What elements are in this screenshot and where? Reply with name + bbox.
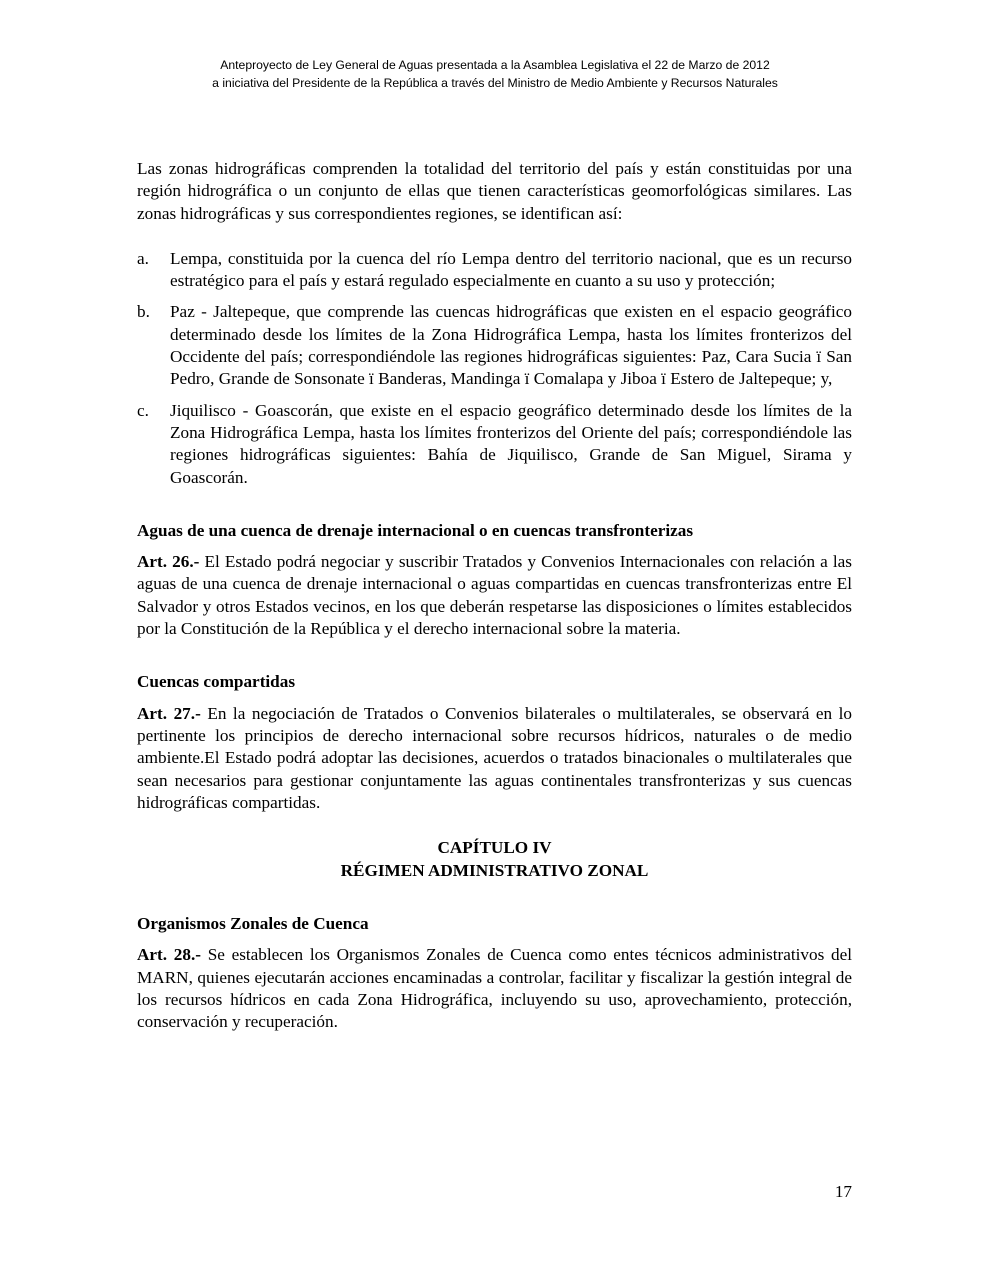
chapter-heading (137, 837, 852, 882)
running-header (0, 56, 990, 92)
list-item (137, 400, 852, 489)
section-heading-cuencas-compartidas: Cuencas compartidas (137, 672, 296, 692)
article-text: Se establecen los Organismos Zonales de Cuenca como entes técnicos administrativos del MARN, quienes ejecutarán acciones encaminadas a controlar, facilitar y fiscalizar la gestión integral de los recursos hídricos en cada Zona Hidrográfica, incluyendo su uso, aprovechamiento, protección, conservación y recuperación. (137, 945, 852, 1032)
chapter-number: CAPÍTULO IV (437, 838, 552, 858)
list-item (137, 248, 852, 293)
list-item-text: Jiquilisco - Goascorán, que existe en el espacio geográfico determinado desde los límites de la Zona Hidrográfica Lempa, hasta los límites fronterizos del Oriente del país; correspondiéndole las regiones hidrográficas siguientes: Bahía de Jiquilisco, Grande de San Miguel, Sirama y Goascorán. (170, 400, 852, 487)
list-item-text: Lempa, constituida por la cuenca del río Lempa dentro del territorio nacional, que es un recurso estratégico para el país y estará regulado especialmente en cuanto a su uso y protección; (170, 248, 852, 291)
zones-list (137, 248, 852, 489)
chapter-title: RÉGIMEN ADMINISTRATIVO ZONAL (340, 860, 649, 880)
article-text: El Estado podrá negociar y suscribir Tratados y Convenios Internacionales con relación a las aguas de una cuenca de drenaje internacional o aguas compartidas en cuencas transfronterizas entre El Salvador y otros Estados vecinos, en los que deberán respetarse las disposiciones o límites establecidos por la Constitución de la República y el derecho internacional sobre la materia. (137, 552, 852, 639)
article-27 (137, 703, 852, 814)
article-text: En la negociación de Tratados o Convenios bilaterales o multilaterales, se observará en lo pertinente los principios de derecho internacional sobre recursos hídricos, naturales o de medio ambiente.El Estado podrá adoptar las decisiones, acuerdos o tratados binacionales o multilaterales que sean necesarios para gestionar conjuntamente las aguas continentales transfronterizas y sus cuencas hidrográficas compartidas. (137, 703, 852, 812)
list-marker: b. (137, 302, 150, 322)
header-line-2: a iniciativa del Presidente de la República a través del Ministro de Medio Ambiente y Recursos Naturales (212, 76, 778, 90)
list-marker: a. (137, 248, 149, 268)
document-body (137, 158, 852, 1034)
page-number: 17 (834, 1182, 852, 1201)
list-marker: c. (137, 400, 149, 420)
header-line-1: Anteproyecto de Ley General de Aguas presentada a la Asamblea Legislativa el 22 de Marzo de 2012 (220, 58, 770, 72)
section-heading-organismos-zonales: Organismos Zonales de Cuenca (137, 914, 369, 934)
list-item-text: Paz - Jaltepeque, que comprende las cuencas hidrográficas que existen en el espacio geográfico determinado desde los límites de la Zona Hidrográfica Lempa, hasta los límites fronterizos del Occidente del país; correspondiéndole las regiones hidrográficas siguientes: Paz, Cara Sucia ï San Pedro, Grande de Sonsonate ï Banderas, Mandinga ï Comalapa y Jiboa ï Estero de Jaltepeque; y, (170, 302, 852, 389)
article-number: Art. 28.- (137, 945, 201, 965)
article-26 (137, 551, 852, 640)
list-item (137, 301, 852, 390)
article-28 (137, 944, 852, 1033)
article-number: Art. 27.- (137, 703, 201, 723)
intro-paragraph: Las zonas hidrográficas comprenden la totalidad del territorio del país y están constituidas por una región hidrográfica o un conjunto de ellas que tienen características geomorfológicas similares. Las zonas hidrográficas y sus correspondientes regiones, se identifican así: (137, 159, 852, 223)
section-heading-aguas-internacionales: Aguas de una cuenca de drenaje internacional o en cuencas transfronterizas (137, 520, 694, 540)
article-number: Art. 26.- (137, 552, 200, 572)
